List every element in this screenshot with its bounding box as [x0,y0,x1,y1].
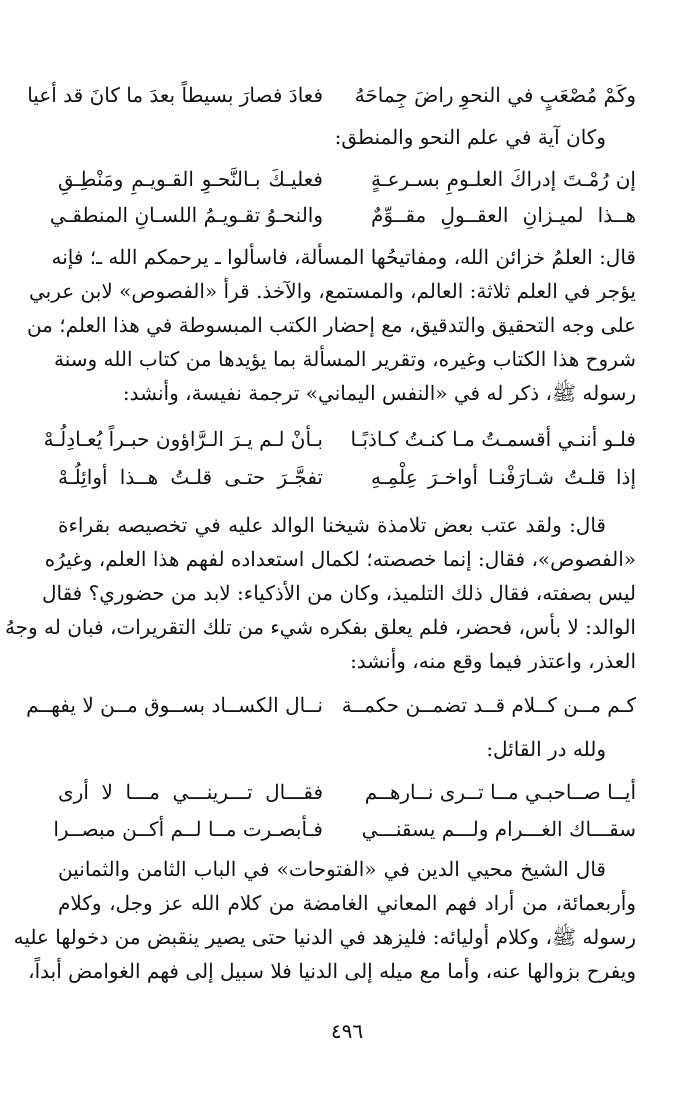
paragraph-line: الوالد: لا بأس، فحضر، فلم يعلق بفكره شيء من تلك التقريرات، فبان له وجهُ [4,615,636,639]
verse-first-hemistich: كـم مــن كــلام قــد تضمــن حكمــة [341,693,636,717]
verse-first-hemistich: فلـو أننـي أقسمـتُ مـا كنـتُ كـاذبًـا [350,427,636,451]
poem-verse [58,162,636,196]
paragraph-line: ويفرح بزوالها عنه، وأما مع ميله إلى الدنيا فلا سبيل إلى فهم الغوامض أبداً، [28,959,636,983]
poem-intro: ولله در القائل: [486,737,606,761]
prose-paragraph [4,508,636,678]
verse-second-hemistich: تفجَّـرَ حتـى قلـتُ هــذا أوائِلُـهْ [58,465,323,489]
verse-second-hemistich: والنحـوُ تقـويـمُ اللسـانِ المنطقـي [49,203,323,227]
verse-first-hemistich: هــذا لميـزانِ العقــولِ مقــوِّمٌ [371,203,636,227]
paragraph-line: قال: العلمُ خزائن الله، ومفاتيحُها المسألة، فاسألوا ـ يرحمكم الله ـ؛ فإنه [51,245,636,269]
poem-intro: وكان آية في علم النحو والمنطق: [334,125,606,149]
paragraph-line: وأربعمائة، من أراد فهم المعاني الغامضة من كلام الله عز وجل، وكلام [58,891,636,915]
paragraph-line: يؤجر في العلم ثلاثة: العالم، والمستمع، والآخذ. قرأ «الفصوص» لابن عربي [28,279,636,303]
paragraph-line: شروح هذا الكتاب وغيره، وتقرير المسألة بما يؤيدها من كتاب الله وسنة [53,347,636,371]
poem-verse [58,775,636,809]
verse-first-hemistich: وكَمْ مُصْعَبٍ في النحوِ راضَ جِماحَهُ [354,83,636,107]
verse-second-hemistich: فعادَ فصارَ بسيطاً بعدَ ما كانَ قد أعيا [27,83,323,107]
poem-verse [53,812,636,846]
paragraph-line: قال: ولقد عتب بعض تلامذة شيخنا الوالد عليه في تخصيصه بقراءة [58,513,606,537]
poem-verse [58,460,636,494]
paragraph-line: رسوله ﷺ، وكلام أوليائه: فليزهد في الدنيا حتى يصير ينقبض من دخولها عليه [13,925,636,949]
verse-second-hemistich: فـأبصـرت مــا لــم أكــن مبصــرا [53,817,323,841]
verse-second-hemistich: نــال الكســاد بســوق مــن لا يفهــم [26,693,323,717]
paragraph-line: قال الشيخ محيي الدين في «الفتوحات» في الباب الثامن والثمانين [58,857,606,881]
poem-verse [43,422,636,456]
verse-second-hemistich: فعليـكَ بـالنَّحـوِ القـويـمِ ومَنْطِـقِ [58,167,323,191]
page-number: ٤٩٦ [330,1019,364,1043]
prose-paragraph [26,240,636,410]
paragraph-line: على وجه التحقيق والتدقيق، مع إحضار الكتب المبسوطة في هذا العلم؛ من [26,313,636,337]
verse-first-hemistich: سقـــاك الغـــرام ولـــم يسقنـــي [361,817,636,841]
paragraph-line: العذر، واعتذر فيما وقع منه، وأنشد: [350,649,636,673]
verse-first-hemistich: أيــا صــاحبـي مــا تــرى نــارهــم [364,780,636,804]
verse-first-hemistich: إن رُمْـتَ إدراكَ العلـومِ بسـرعـةٍ [371,167,636,191]
paragraph-line: ليس بصفته، فقال ذلك التلميذ، وكان من الأذكياء: لابد من حضوري؟ فقال [41,581,636,605]
verse-second-hemistich: فقـــال تـــرينـــي مـــا لا أرى [58,780,323,804]
verse-second-hemistich: بـأنْ لـم يـرَ الـرَّاؤون حبـراً يُعـادِلُـهْ [43,427,323,451]
poem-verse [27,78,636,112]
prose-paragraph [13,852,636,988]
paragraph-line: رسوله ﷺ، ذكر له في «النفس اليماني» ترجمة نفيسة، وأنشد: [122,381,636,405]
poem-verse [49,198,636,232]
verse-first-hemistich: إذا قلـتُ شـارَفْنـا أواخـرَ عِلْمِـهِ [371,465,636,489]
paragraph-line: «الفصوص»، فقال: إنما خصصته؛ لكمال استعداده لفهم هذا العلم، وغيرُه [44,547,636,571]
poem-verse [26,688,636,722]
